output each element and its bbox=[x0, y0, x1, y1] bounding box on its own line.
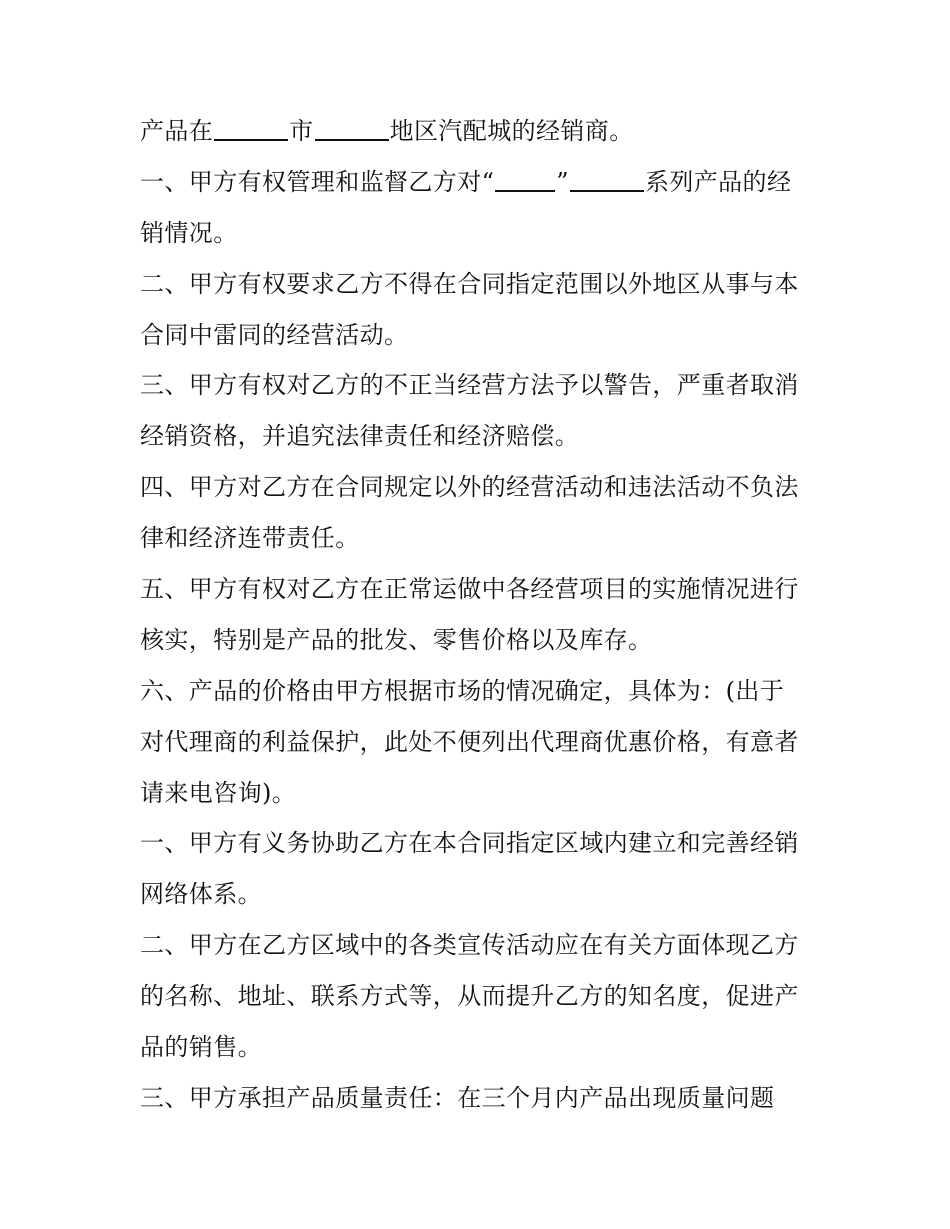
paragraph-line-11: 核实，特别是产品的批发、零售价格以及库存。 bbox=[140, 625, 653, 654]
paragraph-line-5: 合同中雷同的经营活动。 bbox=[140, 320, 409, 349]
paragraph-line-9: 律和经济连带责任。 bbox=[140, 524, 360, 553]
fill-in-blank bbox=[495, 190, 555, 192]
paragraph-line-15: 一、甲方有义务协助乙方在本合同指定区域内建立和完善经销 bbox=[140, 829, 799, 858]
paragraph-line-8: 四、甲方对乙方在合同规定以外的经营活动和违法活动不负法 bbox=[140, 473, 799, 502]
paragraph-line-10: 五、甲方有权对乙方在正常运做中各经营项目的实施情况进行 bbox=[140, 575, 799, 604]
paragraph-line-3: 销情况。 bbox=[140, 218, 238, 247]
paragraph-line-14: 请来电咨询)。 bbox=[140, 778, 297, 807]
paragraph-line-6: 三、甲方有权对乙方的不正当经营方法予以警告，严重者取消 bbox=[140, 371, 799, 400]
paragraph-line-18: 的名称、地址、联系方式等，从而提升乙方的知名度，促进产 bbox=[140, 982, 799, 1011]
paragraph-line-2: 一、甲方有权管理和监督乙方对“ ” 系列产品的经 bbox=[140, 167, 792, 196]
fill-in-blank bbox=[214, 139, 288, 141]
paragraph-line-1: 产品在 市 地区汽配城的经销商。 bbox=[140, 117, 634, 145]
fill-in-blank bbox=[570, 190, 644, 192]
fill-in-blank bbox=[315, 139, 389, 141]
paragraph-line-20: 三、甲方承担产品质量责任：在三个月内产品出现质量问题 bbox=[140, 1083, 775, 1112]
paragraph-line-7: 经销资格，并追究法律责任和经济赔偿。 bbox=[140, 422, 580, 451]
paragraph-line-13: 对代理商的利益保护，此处不便列出代理商优惠价格，有意者 bbox=[140, 727, 799, 756]
paragraph-line-16: 网络体系。 bbox=[140, 880, 262, 909]
contract-body bbox=[140, 106, 820, 1124]
paragraph-line-17: 二、甲方在乙方区域中的各类宣传活动应在有关方面体现乙方 bbox=[140, 931, 799, 960]
paragraph-line-12: 六、产品的价格由甲方根据市场的情况确定，具体为：(出于 bbox=[140, 676, 785, 705]
paragraph-line-4: 二、甲方有权要求乙方不得在合同指定范围以外地区从事与本 bbox=[140, 269, 799, 298]
paragraph-line-19: 品的销售。 bbox=[140, 1033, 262, 1062]
